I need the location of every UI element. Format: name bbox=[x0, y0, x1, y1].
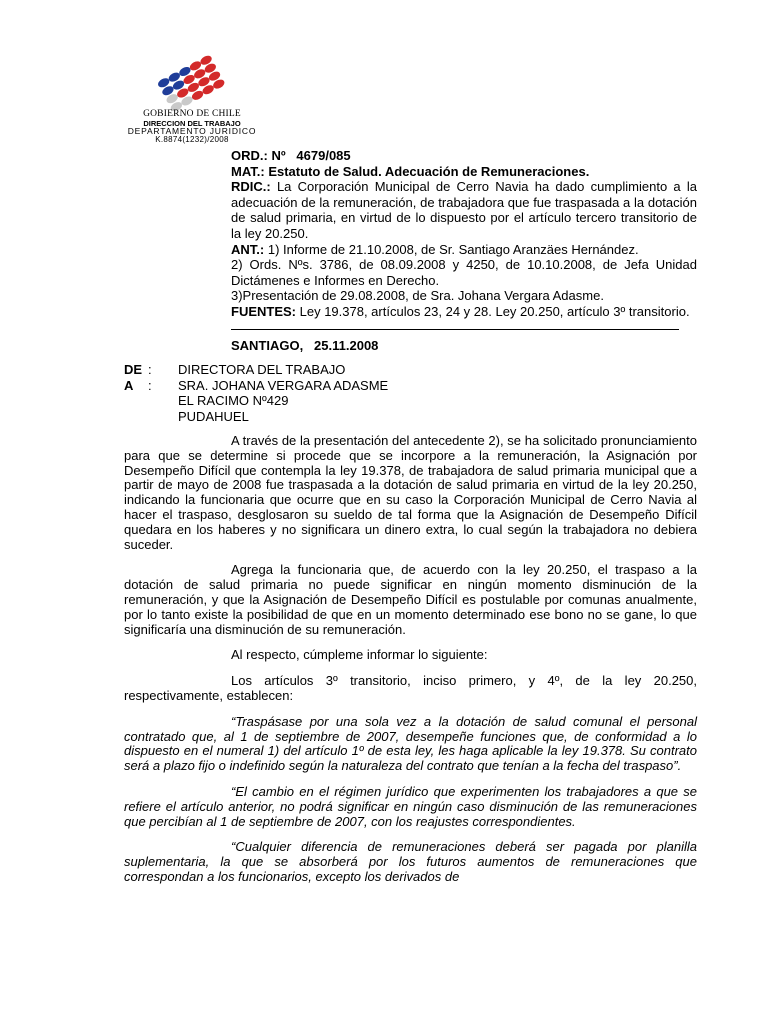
fuentes-label: FUENTES: bbox=[231, 303, 296, 319]
header-divider bbox=[231, 329, 679, 330]
document-body bbox=[124, 434, 697, 896]
document-header bbox=[231, 148, 697, 320]
body-paragraph-3: Al respecto, cúmpleme informar lo siguiente: bbox=[231, 647, 488, 663]
to-row-commune bbox=[124, 409, 388, 425]
quoted-article-2: “El cambio en el régimen jurídico que experimenten los trabajadores a que se refiere el artículo anterior, no podrá significar en ningún caso disminución de las remuneraciones que percibían al 1 de septiembre de 2007, con los reajustes correspondientes. bbox=[124, 783, 697, 829]
from-row bbox=[124, 362, 388, 378]
fuentes-line bbox=[231, 304, 697, 320]
issuer-block bbox=[118, 110, 266, 144]
rdic-label: RDIC.: bbox=[231, 179, 271, 195]
rdic-line bbox=[231, 179, 697, 241]
from-colon: : bbox=[148, 362, 152, 377]
to-row bbox=[124, 378, 388, 394]
quoted-article-3: “Cualquier diferencia de remuneraciones deberá ser pagada por planilla suplementaria, la que se absorberá por los futuros aumentos de remuneraciones que correspondan a los funcionarios, excepto los derivados de bbox=[124, 839, 697, 884]
to-value-street: EL RACIMO Nº429 bbox=[178, 393, 289, 409]
ord-label: ORD.: Nº bbox=[231, 148, 286, 163]
body-paragraph-1: A través de la presentación del antecedente 2), se ha solicitado pronunciamiento para que se determine si procede que se incorpore a la remuneración, la Asignación por Desempeño Difícil que contempla la ley 19.378, de trabajadora de salud primaria municipal que a partir de mayo de 2008 fue traspasada a la dotación de salud primaria en virtud de la ley 20.250, indicando la funcionaria que ocurre que en su caso la Corporación Municipal de Cerro Navia al hacer el traspaso, desglosaron su sueldo de tal forma que la Asignación de Desempeño Difícil quedara en los haberes y no significara un dinero extra, lo cual según la trabajadora no debiera suceder. bbox=[124, 433, 697, 552]
place-date: SANTIAGO, 25.11.2008 bbox=[231, 338, 379, 353]
directorate-name: DIRECCION DEL TRABAJO bbox=[143, 118, 241, 128]
to-row-street bbox=[124, 393, 388, 409]
to-value-commune: PUDAHUEL bbox=[178, 408, 249, 424]
file-reference: K.8874(1232)/2008 bbox=[155, 134, 229, 144]
to-colon: : bbox=[148, 377, 152, 393]
fuentes-text: Ley 19.378, artículos 23, 24 y 28. Ley 20.250, artículo 3º transitorio. bbox=[299, 303, 690, 319]
ant-line-1 bbox=[231, 242, 697, 258]
from-label: DE bbox=[124, 362, 143, 377]
rdic-text: La Corporación Municipal de Cerro Navia ha dado cumplimiento a la adecuación de la remuneración, de trabajadora que fue traspasada a la dotación de salud primaria, en virtud de lo dispuesto por el artículo tercero transitorio de la ley 20.250. bbox=[231, 179, 697, 241]
body-paragraph-2: Agrega la funcionaria que, de acuerdo con la ley 20.250, el traspaso a la dotación de salud primaria no puede significar en ningún momento disminución de la remuneración, y que la Asignación de Desempeño Difícil es postulable por comunas anualmente, por lo tanto existe la posibilidad de que en un momento determinado ese bono no se gane, lo que significaría una disminución de su remuneración. bbox=[124, 562, 697, 637]
from-value: DIRECTORA DEL TRABAJO bbox=[178, 362, 346, 377]
body-paragraph-4: Los artículos 3º transitorio, inciso primero, y 4º, de la ley 20.250, respectivamente, establecen: bbox=[124, 673, 697, 703]
gobierno-de-chile-logo bbox=[150, 52, 240, 112]
ord-line bbox=[231, 148, 697, 164]
to-label: A bbox=[124, 377, 134, 393]
to-value-name: SRA. JOHANA VERGARA ADASME bbox=[178, 377, 389, 393]
ant-line-3: 3)Presentación de 29.08.2008, de Sra. Johana Vergara Adasme. bbox=[231, 288, 604, 304]
quoted-article-1: “Traspásase por una sola vez a la dotación de salud comunal el personal contratado que, al 1 de septiembre de 2007, desempeñe funciones que, de conformidad a lo dispuesto en el numeral 1) del artículo 1º de esta ley, les haga aplicable la ley 19.378. Su contrato será a plazo fijo o indefinido según la naturaleza del contrato que tenían a la fecha del traspaso”. bbox=[124, 713, 697, 774]
mat-label: MAT.: bbox=[231, 163, 265, 179]
ant-label: ANT.: bbox=[231, 241, 265, 257]
address-block bbox=[124, 362, 388, 424]
ant-line-2: 2) Ords. Nºs. 3786, de 08.09.2008 y 4250, de 10.10.2008, de Jefa Unidad Dictámenes e Informes en Derecho. bbox=[231, 257, 697, 288]
ord-number: 4679/085 bbox=[296, 148, 351, 163]
department-name: DEPARTAMENTO JURIDICO bbox=[127, 126, 257, 136]
government-name: GOBIERNO DE CHILE bbox=[143, 109, 241, 119]
mat-value: Estatuto de Salud. Adecuación de Remuneraciones. bbox=[268, 163, 590, 179]
mat-line bbox=[231, 164, 697, 180]
ant-text-1: 1) Informe de 21.10.2008, de Sr. Santiago Aranzäes Hernández. bbox=[267, 241, 639, 257]
